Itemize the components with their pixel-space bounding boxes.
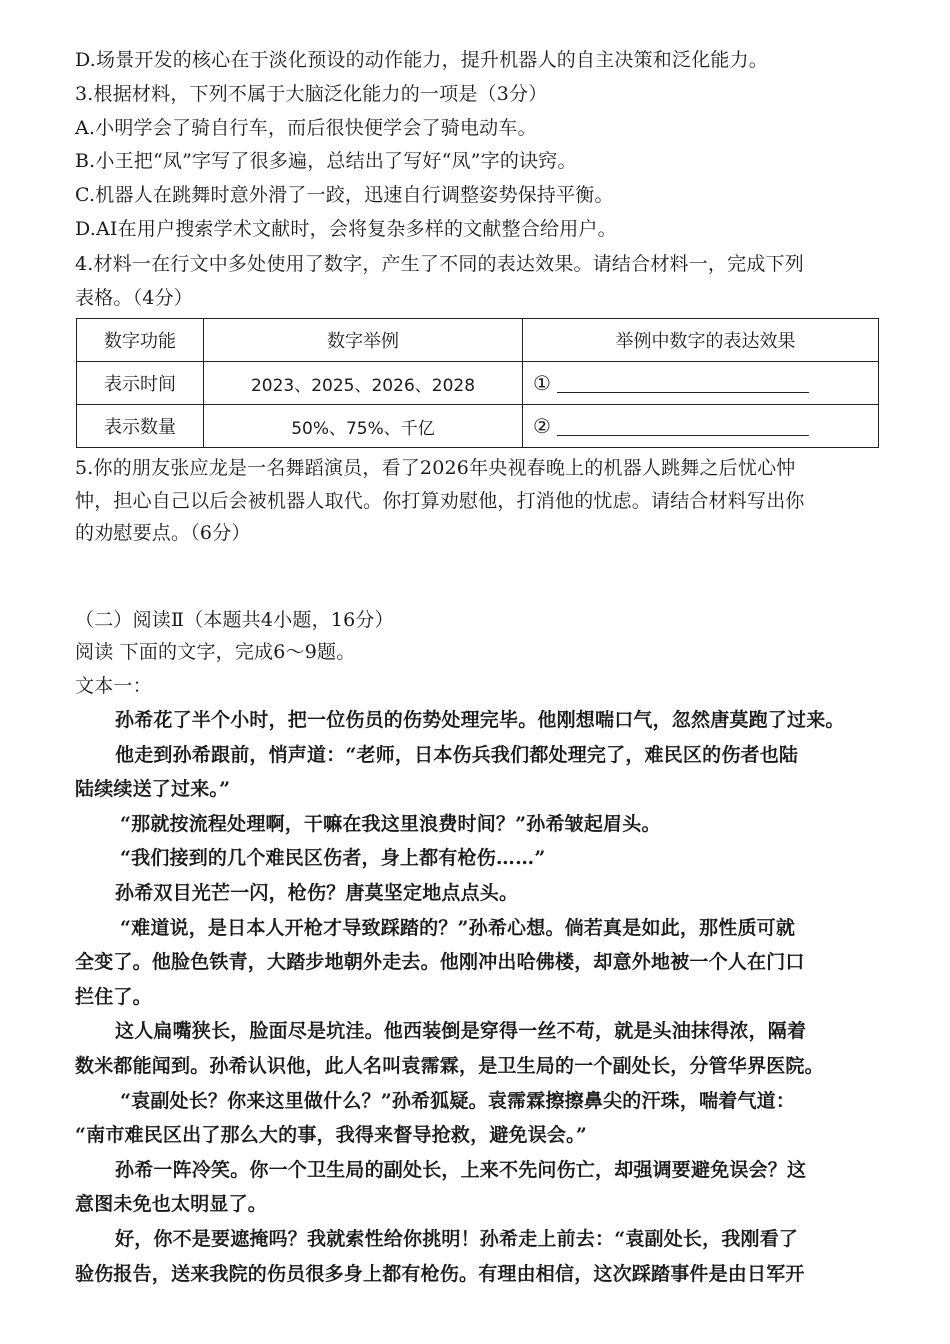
answer-blank[interactable] bbox=[557, 378, 809, 393]
table-header-cell: 数字功能 bbox=[77, 319, 204, 362]
table-cell-example: 2023、2025、2026、2028 bbox=[204, 362, 523, 405]
passage-line: “袁副处长？你来这里做什么？”孙希狐疑。袁霈霖擦擦鼻尖的汗珠，喘着气道： bbox=[120, 1089, 796, 1112]
answer-blank[interactable] bbox=[557, 421, 809, 436]
section-title: （二）阅读Ⅱ（本题共4小题，16分） bbox=[75, 609, 394, 631]
circled-number: ① bbox=[533, 371, 551, 395]
passage-line: 孙希花了半个小时，把一位伤员的伤势处理完毕。他刚想喘口气，忽然唐莫跑了过来。 bbox=[115, 709, 845, 731]
table-row bbox=[77, 405, 879, 448]
passage-line: “我们接到的几个难民区伤者，身上都有枪伤……” bbox=[120, 847, 546, 870]
table-cell-effect bbox=[523, 405, 879, 448]
section-instruction: 阅读 下面的文字，完成6～9题。 bbox=[75, 641, 356, 663]
passage-line: 拦住了。 bbox=[75, 985, 152, 1008]
passage-line: 孙希双目光芒一闪，枪伤？唐莫坚定地点点头。 bbox=[115, 882, 519, 904]
question-5-stem: 5.你的朋友张应龙是一名舞蹈演员，看了2026年央视春晚上的机器人跳舞之后忧心忡 bbox=[75, 457, 796, 479]
q3-option-c: C.机器人在跳舞时意外滑了一跤，迅速自行调整姿势保持平衡。 bbox=[75, 184, 614, 206]
table-cell-function: 表示时间 bbox=[77, 362, 204, 405]
table-header-row bbox=[77, 319, 879, 362]
table-cell-example: 50%、75%、千亿 bbox=[204, 405, 523, 448]
passage-line: “难道说，是日本人开枪才导致踩踏的？”孙希心想。倘若真是如此，那性质可就 bbox=[120, 916, 796, 939]
passage-line: 意图未免也太明显了。 bbox=[75, 1193, 268, 1216]
passage-line: 这人扁嘴狭长，脸面尽是坑洼。他西装倒是穿得一丝不苟，就是头油抹得浓，隔着 bbox=[115, 1020, 807, 1043]
question-4-stem: 4.材料一在行文中多处使用了数字，产生了不同的表达效果。请结合材料一，完成下列 bbox=[75, 253, 804, 275]
passage-line: 孙希一阵冷笑。你一个卫生局的副处长，上来不先问伤亡，却强调要避免误会？这 bbox=[115, 1158, 807, 1181]
passage-line: 好，你不是要遮掩吗？我就索性给你挑明！孙希走上前去：“袁副处长，我刚看了 bbox=[115, 1228, 799, 1250]
table-header-cell: 数字举例 bbox=[204, 319, 523, 362]
text-label: 文本一： bbox=[75, 675, 152, 697]
question-5-stem-cont: 忡，担心自己以后会被机器人取代。你打算劝慰他，打消他的忧虑。请结合材料写出你 bbox=[75, 490, 805, 512]
answer-table bbox=[76, 318, 879, 448]
passage-line: “那就按流程处理啊，干嘛在我这里浪费时间？”孙希皱起眉头。 bbox=[120, 812, 661, 835]
passage-line: 全变了。他脸色铁青，大踏步地朝外走去。他刚冲出哈佛楼，却意外地被一个人在门口 bbox=[75, 951, 805, 974]
passage-line: 验伤报告，送来我院的伤员很多身上都有枪伤。有理由相信，这次踩踏事件是由日军开 bbox=[75, 1262, 805, 1285]
option-d-line: D.场景开发的核心在于淡化预设的动作能力，提升机器人的自主决策和泛化能力。 bbox=[75, 49, 768, 71]
table-row bbox=[77, 362, 879, 405]
table-header-cell: 举例中数字的表达效果 bbox=[523, 319, 879, 362]
q3-option-a: A.小明学会了骑自行车，而后很快便学会了骑电动车。 bbox=[75, 117, 537, 139]
table-cell-effect bbox=[523, 362, 879, 405]
question-3-stem: 3.根据材料，下列不属于大脑泛化能力的一项是（3分） bbox=[75, 83, 548, 105]
question-4-stem-cont: 表格。（4分） bbox=[75, 287, 193, 309]
passage-line: “南市难民区出了那么大的事，我得来督导抢救，避免误会。” bbox=[75, 1124, 587, 1147]
passage-line: 陆续续送了过来。” bbox=[75, 778, 231, 801]
table-cell-function: 表示数量 bbox=[77, 405, 204, 448]
q3-option-b: B.小王把“凤”字写了很多遍，总结出了写好“凤”字的诀窍。 bbox=[75, 150, 577, 172]
passage-line: 数米都能闻到。孙希认识他，此人名叫袁霈霖，是卫生局的一个副处长，分管华界医院。 bbox=[75, 1055, 824, 1077]
passage-line: 他走到孙希跟前，悄声道：“老师，日本伤兵我们都处理完了，难民区的伤者也陆 bbox=[115, 743, 799, 766]
question-5-stem-cont: 的劝慰要点。（6分） bbox=[75, 522, 251, 544]
circled-number: ② bbox=[533, 414, 551, 438]
q3-option-d: D.AI在用户搜索学术文献时，会将复杂多样的文献整合给用户。 bbox=[75, 218, 617, 240]
